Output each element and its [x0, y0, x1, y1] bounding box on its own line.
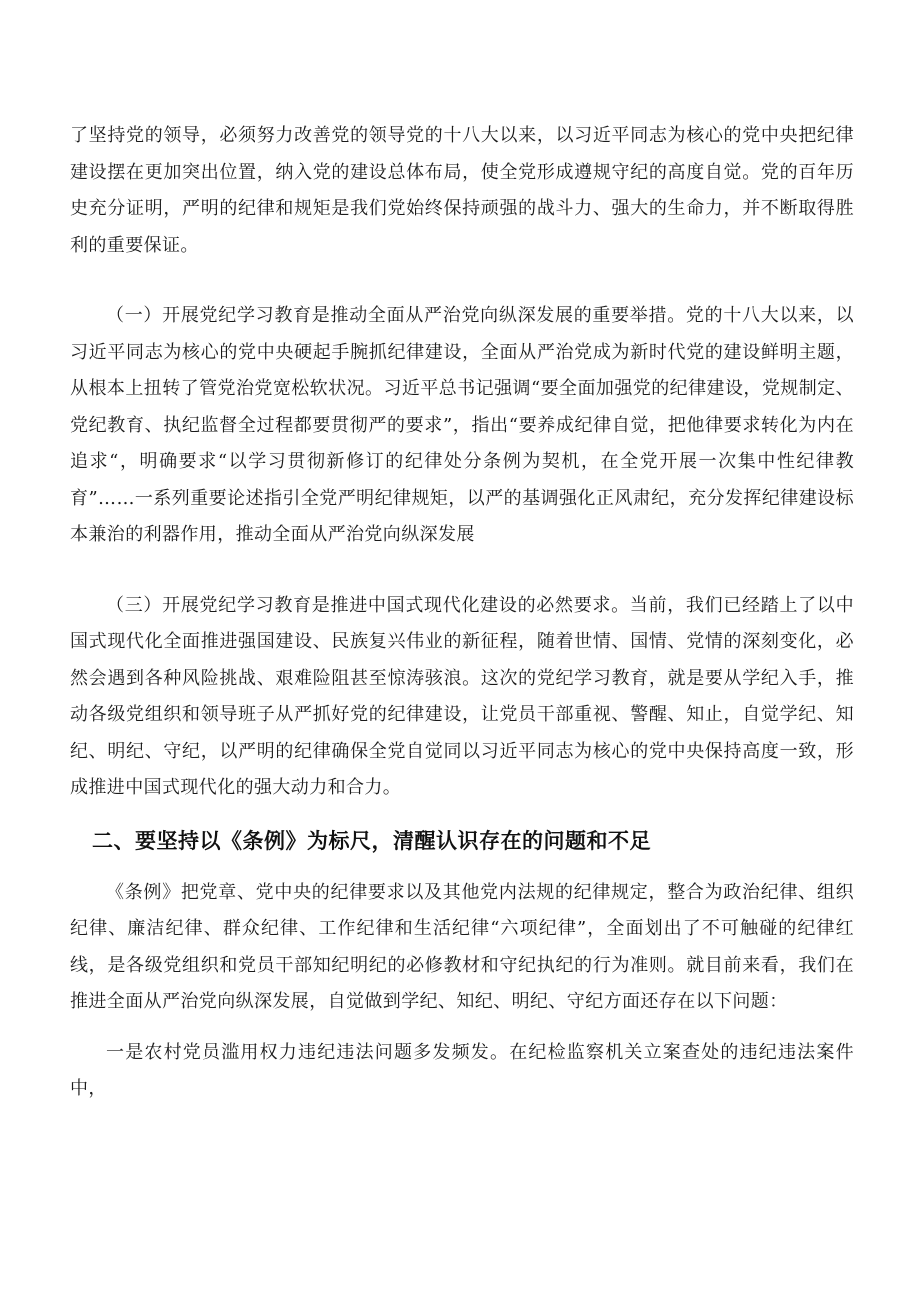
paragraph-continuation: 了坚持党的领导，必须努力改善党的领导党的十八大以来，以习近平同志为核心的党中央把纪律建设摆在更加突出位置，纳入党的建设总体布局，使全党形成遵规守纪的高度自觉。党的百年历史充分证明，严明的纪律和规矩是我们党始终保持顽强的战斗力、强大的生命力，并不断取得胜利的重要保证。 [70, 125, 854, 256]
paragraph-gap [70, 264, 854, 298]
paragraph-section-3: （三）开展党纪学习教育是推进中国式现代化建设的必然要求。当前，我们已经踏上了以中国式现代化全面推进强国建设、民族复兴伟业的新征程，随着世情、国情、党情的深刻变化，必然会遇到各种风险挑战、艰难险阻甚至惊涛骇浪。这次的党纪学习教育，就是要从学纪入手，推动各级党组织和领导班子从严抓好党的纪律建设，让党员干部重视、警醒、知止，自觉学纪、知纪、明纪、守纪，以严明的纪律确保全党自觉同以习近平同志为核心的党中央保持高度一致，形成推进中国式现代化的强大动力和合力。 [70, 594, 854, 798]
paragraph-regulations: 《条例》把党章、党中央的纪律要求以及其他党内法规的纪律规定，整合为政治纪律、组织纪律、廉洁纪律、群众纪律、工作纪律和生活纪律“六项纪律”，全面划出了不可触碰的纪律红线，是各级党组织和党员干部知纪明纪的必修教材和守纪执纪的行为准则。就目前来看，我们在推进全面从严治党向纵深发展，自觉做到学纪、知纪、明纪、守纪方面还存在以下问题： [70, 881, 854, 1012]
paragraph-gap [70, 861, 854, 875]
paragraph-problem-1: 一是农村党员滥用权力违纪违法问题多发频发。在纪检监察机关立案查处的违纪违法案件中， [70, 1041, 854, 1099]
paragraph-section-1: （一）开展党纪学习教育是推动全面从严治党向纵深发展的重要举措。党的十八大以来，以习近平同志为核心的党中央硬起手腕抓纪律建设，全面从严治党成为新时代党的建设鲜明主题，从根本上扭转了管党治党宽松软状况。习近平总书记强调“要全面加强党的纪律建设，党规制定、党纪教育、执纪监督全过程都要贯彻严的要求”，指出“要养成纪律自觉，把他律要求转化为内在追求“，明确要求“以学习贯彻新修订的纪律处分条例为契机，在全党开展一次集中性纪律教育”……一系列重要论述指引全党严明纪律规矩，以严的基调强化正风肃纪，充分发挥纪律建设标本兼治的利器作用，推动全面从严治党向纵深发展 [70, 305, 854, 545]
section-heading: 二、要坚持以《条例》为标尺，清醒认识存在的问题和不足 [92, 828, 651, 853]
document-page [70, 118, 854, 1108]
paragraph-gap [70, 807, 854, 821]
paragraph-gap [70, 1021, 854, 1035]
paragraph-gap [70, 554, 854, 588]
